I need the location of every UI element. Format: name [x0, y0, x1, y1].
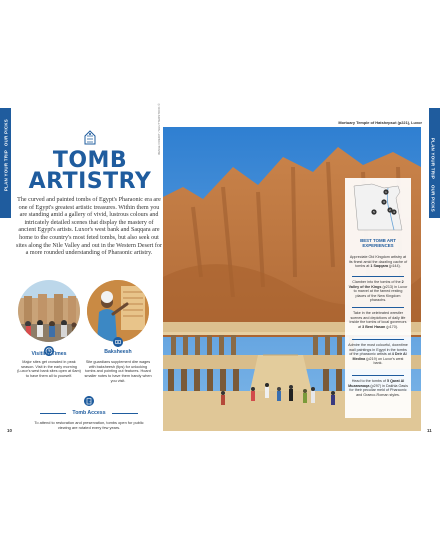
item-marker: 3 — [362, 324, 365, 329]
map-marker-5: 5 — [373, 210, 375, 215]
item-ref: (p219) on Luxor's west bank. — [366, 356, 404, 366]
sidebar-divider — [352, 375, 404, 376]
map-marker-1: 1 — [385, 190, 387, 195]
item-place: Qarat Al Muzawwaqa — [348, 379, 405, 388]
item-ref: (p170). — [386, 324, 398, 329]
intro-paragraph: The curved and painted tombs of Egypt's Pharaonic era are one of Egypt's greatest artistic treasures. Within them you are standing amid a gallery of vivid, lustrous colours and intricately detailed scenes that display the mastery of ancient Egypt's artists. Luxor's west bank and Saqqara are home to the country's most feted tombs, but also seek out sites along the Nile Valley and out in the Western Desert for a more rounded understanding of Pharaonic artistry. — [16, 197, 163, 257]
item-place: Saqqara — [373, 264, 389, 269]
photo-caption: Mortuary Temple of Hatshepsut (p221), Luxor — [338, 120, 422, 125]
map-marker-3: 3 — [383, 200, 385, 205]
page-number-right: 11 — [427, 428, 432, 433]
map-marker-4: 4 — [393, 210, 395, 215]
item-text: Head to the tombs of — [351, 379, 386, 383]
title-line-2: ARTISTRY — [28, 169, 152, 194]
item-text: Admire the most colourful, downtime wall paintings in Egypt in the tombs of the pharaonic artists at — [348, 343, 408, 357]
visiting-times-text: Major sites get crowded in peak season. Visit in the early morning (Luxor's west bank sites open at 6am) to have them all to yourself. — [17, 360, 81, 379]
item-ref: (p297) in Dakhla Oasis for their peculiar meld of Pharaonic and Graeco-Roman styles. — [349, 383, 408, 397]
map-marker-2: 2 — [389, 208, 391, 213]
item-text: Take in the celebrated wrestler scenes and depictions of daily life inside the tombs of local governors at — [349, 311, 407, 329]
page-number-left: 10 — [7, 428, 12, 433]
item-marker: 1 — [370, 264, 373, 269]
title-line-1: TOMB — [52, 148, 128, 173]
item-place: Beni Hasan — [365, 324, 386, 329]
right-tab-label-plan: PLAN YOUR TRIP — [430, 137, 436, 180]
pharaoh-head-icon — [79, 130, 101, 146]
tomb-access-text: To attend to restoration and preservation, tombs open for public viewing are rotated every few years. — [34, 420, 144, 430]
item-ref: (p144). — [389, 264, 401, 269]
tomb-access-title: Tomb Access — [72, 410, 106, 416]
item-place: Valley of the Kings — [348, 284, 382, 289]
sidebar-item-beni-hasan — [348, 311, 408, 329]
sidebar-heading: BEST TOMB ART EXPERIENCES — [360, 238, 396, 248]
item-ref: (p213) in Luxor to marvel at the famed resting places of the New Kingdom pharaohs. — [353, 284, 408, 303]
visiting-times-title: Visiting Times — [31, 351, 67, 357]
baksheesh-title: Baksheesh — [104, 349, 132, 355]
money-icon — [113, 337, 123, 347]
item-text: Clamber into the tombs of the — [352, 280, 401, 284]
item-text: Appreciate Old Kingdom artistry at its finest amid the dazzling cache of tombs at — [348, 255, 408, 269]
door-icon — [84, 396, 94, 406]
egypt-map — [350, 182, 406, 234]
sidebar-divider — [352, 307, 404, 308]
page-title — [20, 150, 160, 192]
image-credit: IMAGE CREDIT / SHUTTERSTOCK © — [157, 103, 161, 155]
baksheesh-photo — [87, 280, 149, 342]
right-tab-label-picks: OUR PICKS — [430, 184, 436, 213]
visiting-times-photo — [18, 280, 80, 342]
sidebar-item-valley-of-kings — [348, 280, 408, 303]
sidebar-divider — [352, 276, 404, 277]
sidebar-divider — [352, 339, 404, 340]
sidebar-item-deir-al-medina — [348, 343, 408, 366]
item-marker: 2 — [401, 280, 404, 284]
left-tab-label-picks: OUR PICKS — [3, 118, 9, 147]
left-tab-label-plan: PLAN YOUR TRIP — [3, 149, 9, 192]
sidebar-item-saqqara — [348, 255, 408, 269]
sidebar-item-qarat-al-muzawwaqa — [348, 379, 408, 397]
baksheesh-text: Site guardians supplement dire wages with baksheesh (tips) for unlocking tombs and pointing out features. Hoard smaller notes to have them handy when you visit. — [84, 360, 152, 383]
item-marker: 4 — [391, 352, 394, 357]
item-place: Deir Al Medina — [352, 352, 407, 361]
item-marker: 5 — [386, 379, 390, 383]
